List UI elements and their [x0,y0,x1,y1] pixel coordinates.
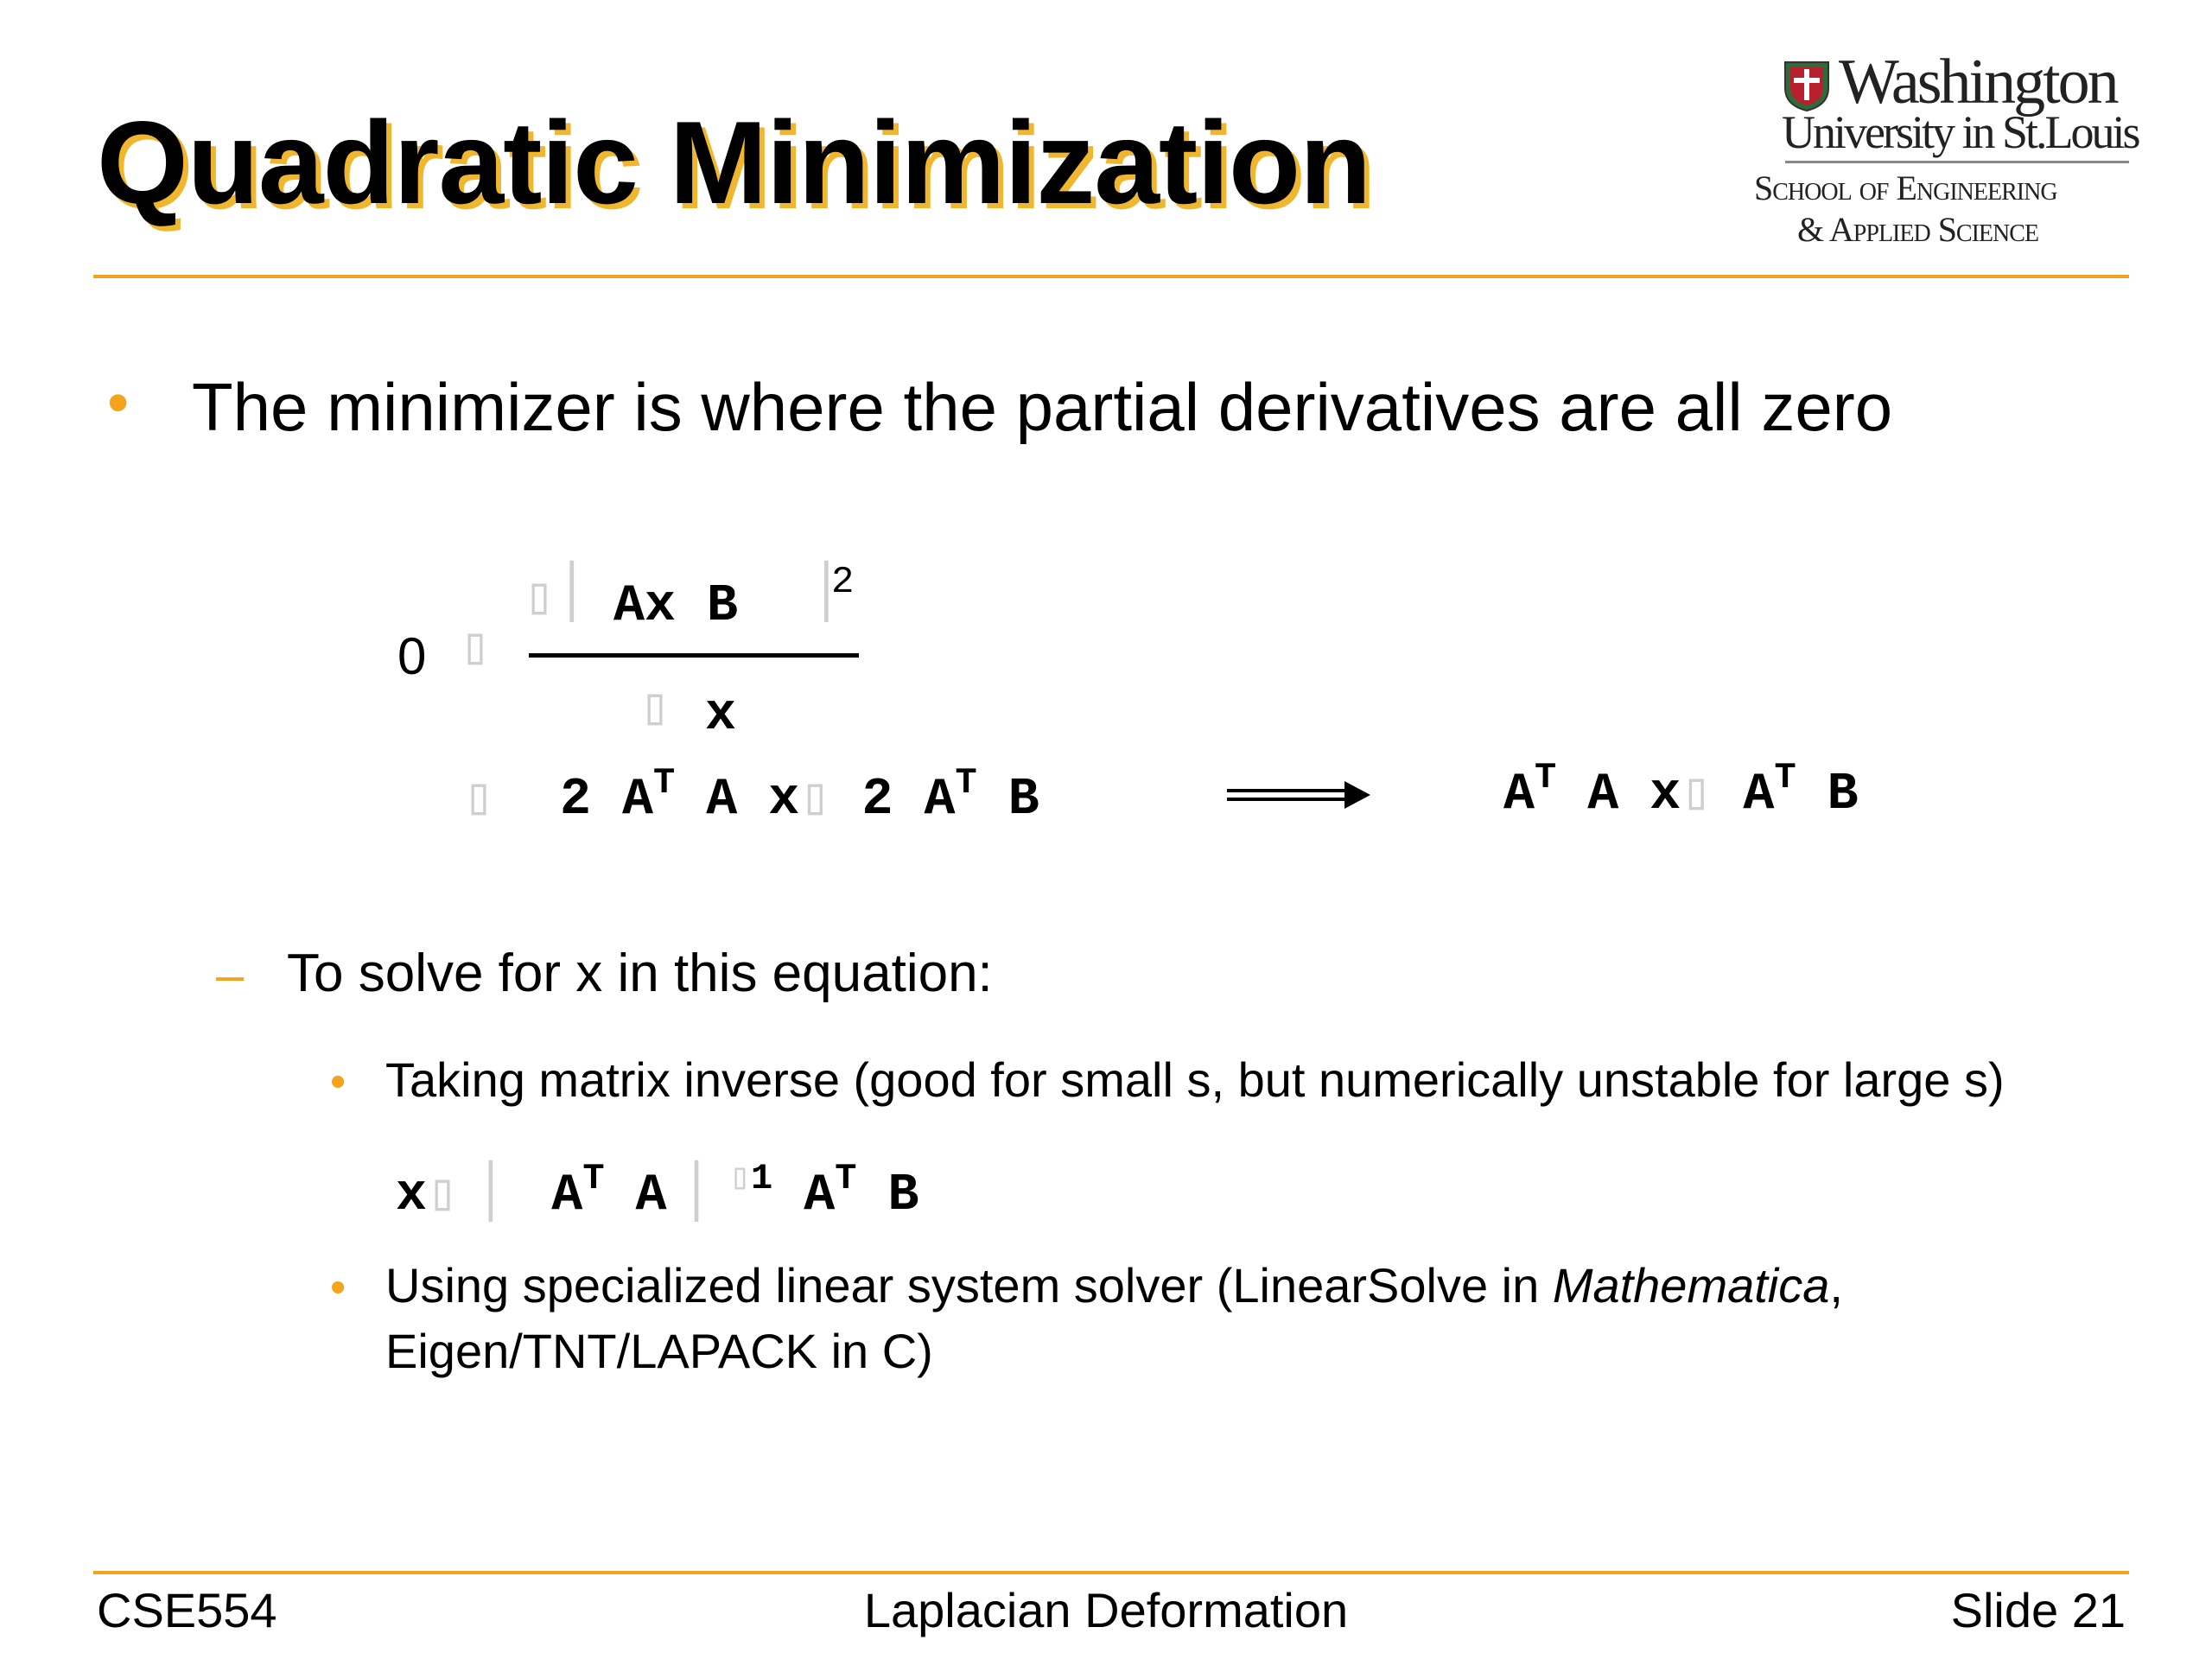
header-divider [93,275,2129,278]
sub-sub-bullet-text-2 [385,1253,1843,1383]
sub-sub-bullet-text-2-line2: Eigen/TNT/LAPACK in C) [385,1323,933,1378]
eq1-open-bracket-glyph: ▏ [570,567,602,626]
sub-sub-bullet-text-2-part1: Using specialized linear system solver (LinearSolve in [385,1258,1553,1313]
eq1-partial-glyph: ▯ [524,570,556,629]
eq1-denominator: x [705,686,737,745]
logo-divider [1785,161,2129,163]
sub-sub-bullet-dot-1: • [330,1057,346,1107]
logo-line-school: School of Engineering [1754,168,2057,207]
eq1-line2: 2 $A^T$ A x▯ 2 $A^T$ B [560,762,1039,830]
sub-bullet-dash: – [216,947,245,1003]
sub-sub-bullet-text-1: Taking matrix inverse (good for small s, but numerically unstable for large s) [385,1052,2005,1107]
sub-bullet-text: To solve for x in this equation: [287,944,993,1003]
eq1-partial-glyph-2: ▯ [639,681,671,740]
eq1-exponent: 2 [831,561,855,604]
eq1-numerator: Ax B [613,577,739,636]
university-logo [1754,47,2139,257]
logo-line-applied-science: & Applied Science [1797,210,2039,249]
logo-line-university: University in St.Louis [1782,106,2139,158]
eq1-fraction-bar [529,653,859,658]
sub-sub-bullet-dot-2: • [330,1262,346,1313]
bullet-dot: • [107,368,130,437]
sub-sub-bullet-text-2-part3: , [1829,1258,1843,1313]
sub-sub-bullet-text-2-italic: Mathematica [1552,1258,1830,1313]
eq1-equals-glyph: ▯ [460,620,492,679]
footer-divider [93,1571,2129,1574]
logo-line-washington: Washington [1839,47,2117,118]
eq1-equals-glyph-2: ▯ [463,771,495,830]
crest-icon [1782,59,1832,112]
bullet-text: The minimizer is where the partial derivatives are all zero [192,369,1893,445]
eq1-close-bracket-glyph: ▕ [797,567,829,626]
footer-topic: Laplacian Deformation [863,1583,1349,1637]
eq1-result: $A^T$ A x▯ $A^T$ B [1503,757,1859,824]
footer-slide-number: Slide 21 [1950,1583,2126,1637]
slide-title: Quadratic Minimization [97,97,1371,228]
footer-course: CSE554 [97,1583,277,1637]
eq2: x▯ ▏ $A^T$ A▕ $^{▯1}$ $A^T$ B [396,1158,919,1225]
eq1-zero: 0 [397,627,427,685]
implies-arrow-icon [1227,778,1372,812]
